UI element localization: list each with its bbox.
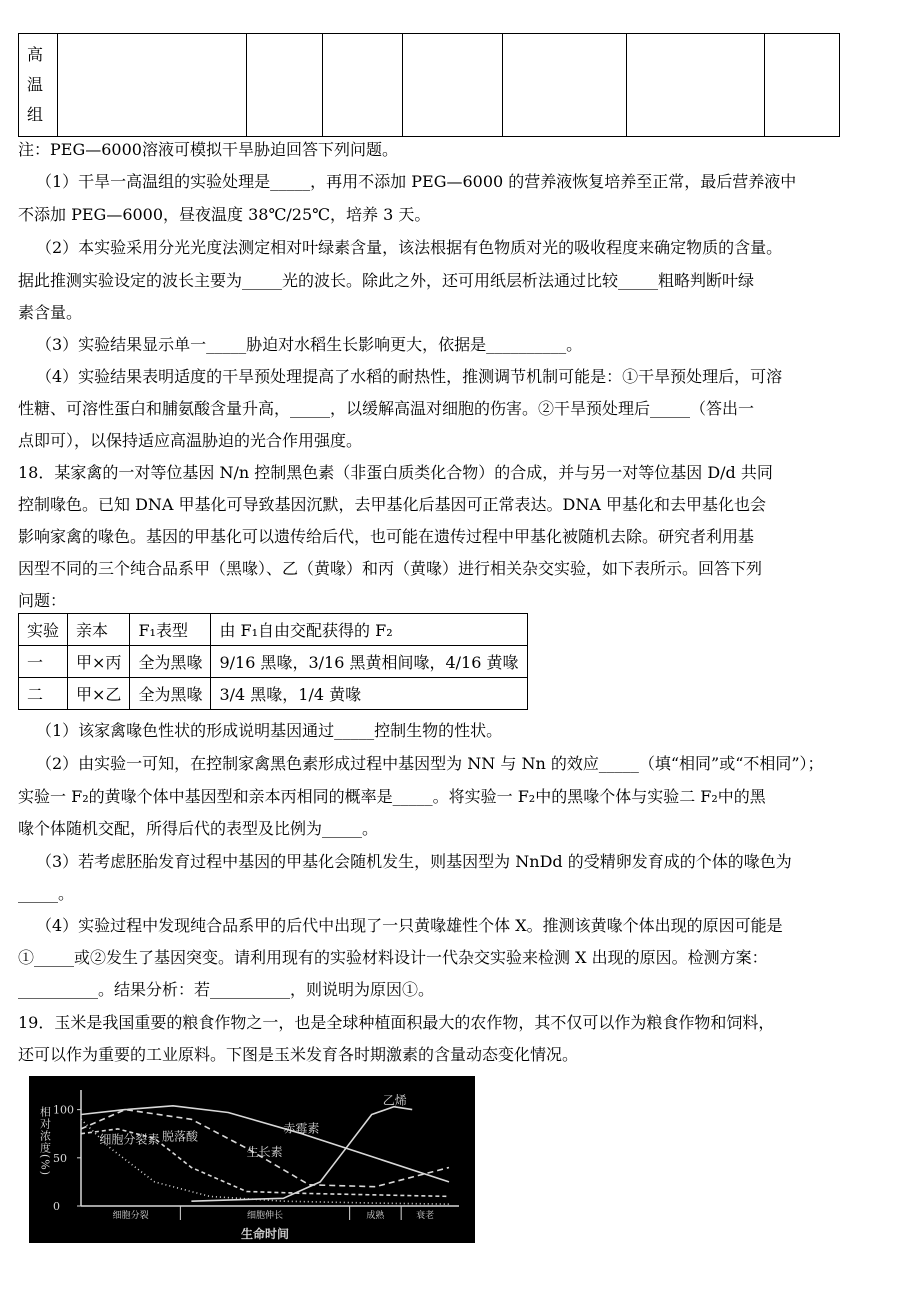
q18-part4-line2: ①_____或②发生了基因突变。请利用现有的实验材料设计一代杂交实验来检测 X 出现的原因。检测方案： — [18, 948, 768, 967]
series-label: 脱落酸 — [161, 1129, 198, 1144]
stage-label: 成熟 — [366, 1211, 385, 1221]
table-cell: 一 — [19, 646, 68, 678]
q17-part2-line2: 据此推测实验设定的波长主要为_____光的波长。除此之外，还可用纸层析法通过比较_____粗略判断叶绿 — [18, 271, 755, 290]
y-tick-label: 100 — [53, 1103, 74, 1117]
q18-intro-line1: 18．某家禽的一对等位基因 N/n 控制黑色素（非蛋白质类化合物）的合成，并与另一对等位基因 D/d 共同 — [18, 463, 773, 482]
q18-part2-line2: 实验一 F₂的黄喙个体中基因型和亲本丙相同的概率是_____。将实验一 F₂中的黑喙个体与实验二 F₂中的黑 — [18, 787, 766, 806]
row-label-high-temp — [19, 34, 58, 137]
series-label: 生长素 — [246, 1145, 283, 1160]
cross-experiment-table — [18, 613, 528, 710]
q18-intro-line4: 因型不同的三个纯合品系甲（黑喙）、乙（黄喙）和丙（黄喙）进行相关杂交实验，如下表所示。回答下列 — [18, 559, 763, 578]
header-cell: 实验 — [19, 614, 68, 646]
q18-intro-line5: 问题： — [18, 591, 67, 610]
table-cell — [403, 34, 503, 137]
header-cell: 由 F₁自由交配获得的 F₂ — [211, 614, 527, 646]
q17-part1-line1: （1）干旱一高温组的实验处理是_____，再用不添加 PEG—6000 的营养液恢复培养至正常，最后营养液中 — [36, 172, 797, 191]
table-cell — [765, 34, 840, 137]
row-label-char: 组 — [27, 105, 44, 124]
hormone-chart-svg — [29, 1076, 475, 1243]
q18-part2-line1: （2）由实验一可知，在控制家禽黑色素形成过程中基因型为 NN 与 Nn 的效应_____（填“相同”或“不相同”）； — [36, 754, 824, 773]
table-cell — [627, 34, 765, 137]
series-label: 赤霉素 — [283, 1121, 320, 1136]
series-label: 乙烯 — [382, 1093, 407, 1108]
q17-part4-line2: 性糖、可溶性蛋白和脯氨酸含量升高，_____，以缓解高温对细胞的伤害。②干旱预处理后_____（答出一 — [18, 399, 755, 418]
table-cell: 3/4 黑喙，1/4 黄喙 — [211, 678, 527, 710]
table-cell: 二 — [19, 678, 68, 710]
q17-part1-line2: 不添加 PEG—6000，昼夜温度 38℃/25℃，培养 3 天。 — [18, 205, 431, 224]
header-cell: F₁表型 — [130, 614, 211, 646]
table-cell — [247, 34, 323, 137]
table-row — [19, 646, 528, 678]
q17-part4-line1: （4）实验结果表明适度的干旱预处理提高了水稻的耐热性，推测调节机制可能是：①干旱预处理后，可溶 — [36, 367, 783, 386]
note-text: 注：PEG—6000溶液可模拟干旱胁迫回答下列问题。 — [18, 140, 398, 159]
y-tick-label: 50 — [53, 1151, 67, 1165]
q19-line2: 还可以作为重要的工业原料。下图是玉米发育各时期激素的含量动态变化情况。 — [18, 1045, 579, 1064]
q18-part1-line1: （1）该家禽喙色性状的形成说明基因通过_____控制生物的性状。 — [36, 721, 503, 740]
q18-intro-line2: 控制喙色。已知 DNA 甲基化可导致基因沉默，去甲基化后基因可正常表达。DNA 甲基化和去甲基化也会 — [18, 495, 767, 514]
table-cell — [323, 34, 403, 137]
header-cell: 亲本 — [68, 614, 130, 646]
table-header-row — [19, 614, 528, 646]
table-cell: 全为黑喙 — [130, 678, 211, 710]
row-label-char: 温 — [27, 75, 44, 94]
table-cell — [58, 34, 247, 137]
q17-part4-line3: 点即可），以保持适应高温胁迫的光合作用强度。 — [18, 431, 363, 450]
table-cell — [503, 34, 627, 137]
table-cell: 甲×丙 — [68, 646, 130, 678]
table-row — [19, 678, 528, 710]
stage-label: 细胞分裂 — [112, 1211, 149, 1221]
q18-part4-line1: （4）实验过程中发现纯合品系甲的后代中出现了一只黄喙雄性个体 X。推测该黄喙个体出现的原因可能是 — [36, 916, 783, 935]
q18-part2-line3: 喙个体随机交配，所得后代的表型及比例为_____。 — [18, 819, 379, 838]
y-axis-label: 相对浓度(%) — [38, 1106, 52, 1177]
q18-part3-line2: _____。 — [18, 884, 75, 903]
table-cell: 9/16 黑喙，3/16 黑黄相间喙，4/16 黄喙 — [211, 646, 527, 678]
q18-intro-line3: 影响家禽的喙色。基因的甲基化可以遗传给后代，也可能在遗传过程中甲基化被随机去除。研究者利用基 — [18, 527, 755, 546]
stage-label: 衰老 — [416, 1211, 435, 1221]
stage-label: 细胞伸长 — [246, 1211, 284, 1221]
y-tick-label: 0 — [53, 1200, 60, 1213]
q17-part2-line1: （2）本实验采用分光光度法测定相对叶绿素含量，该法根据有色物质对光的吸收程度来确定物质的含量。 — [36, 238, 783, 257]
results-table-fragment — [18, 33, 840, 137]
table-cell: 甲×乙 — [68, 678, 130, 710]
hormone-chart — [29, 1076, 475, 1243]
series-label: 细胞分裂素 — [99, 1132, 160, 1147]
q17-part3-line1: （3）实验结果显示单一_____胁迫对水稻生长影响更大，依据是__________。 — [36, 335, 583, 354]
table-cell: 全为黑喙 — [130, 646, 211, 678]
row-label-char: 高 — [27, 45, 44, 64]
q18-part4-line3: __________。结果分析：若__________，则说明为原因①。 — [18, 980, 435, 999]
q19-line1: 19．玉米是我国重要的粮食作物之一，也是全球种植面积最大的农作物，其不仅可以作为粮食作物和饲料， — [18, 1013, 775, 1032]
q18-part3-line1: （3）若考虑胚胎发育过程中基因的甲基化会随机发生，则基因型为 NnDd 的受精卵发育成的个体的喙色为 — [36, 852, 792, 871]
x-axis-label: 生命时间 — [240, 1227, 290, 1241]
q17-part2-line3: 素含量。 — [18, 303, 83, 322]
